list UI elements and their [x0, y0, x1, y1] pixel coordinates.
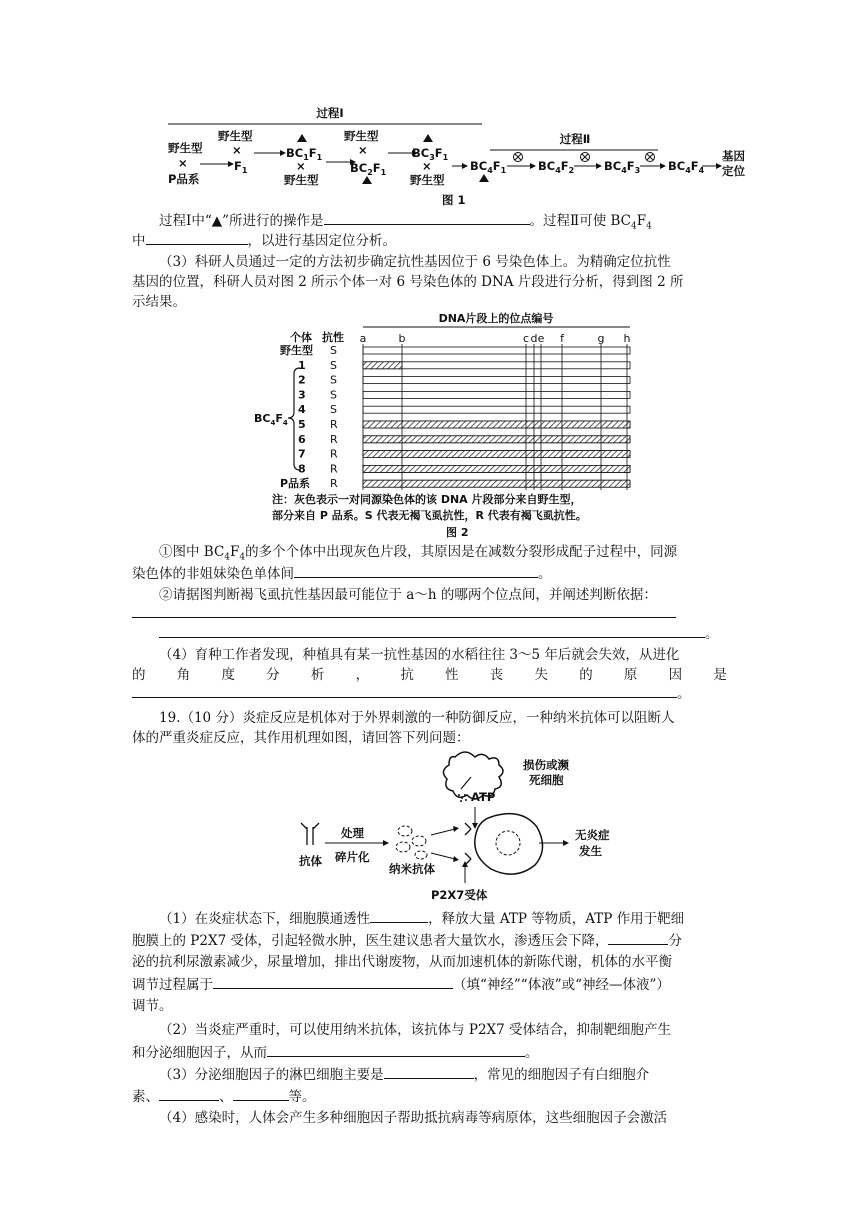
row-resistance: R — [330, 447, 338, 461]
q19-1-line1: （1）在炎症状态下，细胞膜通透性 ，释放大量 ATP 等物质，ATP 作用于靶细 — [132, 908, 754, 929]
bc4f4-group-label: $BC_4F_4$ — [254, 412, 288, 427]
row-individual: 5 — [298, 418, 306, 431]
triangle-icon — [423, 134, 433, 142]
q19-1-line2: 胞膜上的 P2X7 受体，引起轻微水肿，医生建议患者大量饮水，渗透压会下降， 分 — [132, 930, 727, 951]
q19-1-line3: 泌的抗利尿激素减少，尿量增加，排出代谢废物，从而加速机体的新陈代谢，机体的水平衡 — [132, 954, 672, 970]
answer-blank[interactable] — [132, 683, 677, 698]
selfing-arrow — [507, 153, 536, 170]
fragment-label: 碎片化 — [335, 850, 370, 864]
q19-2-line1: （2）当炎症严重时，可以使用纳米抗体，该抗体与 P2X7 受体结合，抑制靶细胞产生 — [159, 1022, 672, 1038]
row-resistance: R — [330, 432, 338, 446]
site-label: b — [398, 332, 406, 345]
site-label: d — [530, 332, 538, 345]
hatched-segment — [363, 362, 402, 369]
q19-1-line4: 调节过程属于 （填“神经”“体液”或“神经—体液”） — [132, 974, 727, 995]
cross-symbol: × — [358, 143, 368, 157]
cross-symbol: × — [178, 156, 188, 170]
figure-3 — [295, 743, 635, 905]
site-label: f — [560, 332, 564, 345]
figure-2-note: 部分来自 P 品系。S 代表无褐飞虱抗性，R 代表有褐飞虱抗性。 — [272, 509, 587, 522]
row-resistance: S — [330, 373, 337, 387]
dna-segment-bar — [363, 362, 630, 369]
q3-sub2-text: ②请据图判断褐飞虱抗性基因最可能位于 a～h 的哪两个位点间，并阐述判断依据： — [159, 587, 657, 603]
spread-char: 失 — [534, 667, 548, 683]
q3-sub1-line2: 染色体的非姐妹染色单体间 。 — [132, 563, 727, 584]
row-resistance: S — [330, 358, 337, 372]
wild-type-label: 野生型 — [168, 141, 203, 155]
spread-char: 析 — [310, 667, 325, 683]
triangle-icon — [479, 174, 489, 182]
figure-1 — [160, 100, 745, 210]
p-line-label: P品系 — [168, 172, 200, 186]
spread-char: 度 — [221, 667, 235, 683]
dna-segment-bar — [363, 347, 630, 354]
site-label: e — [537, 332, 545, 345]
row-individual: 4 — [298, 403, 306, 417]
spread-char: 角 — [176, 667, 191, 683]
spread-char: 的 — [132, 667, 146, 683]
selfing-arrow — [640, 153, 666, 170]
row-individual: 8 — [298, 462, 306, 476]
bc1f1-label: $BC_1F_1$ — [286, 146, 323, 162]
row-resistance: R — [330, 418, 338, 431]
row-resistance: S — [330, 388, 337, 402]
antibody-label: 抗体 — [299, 854, 322, 868]
triangle-icon — [297, 134, 307, 142]
wild-type-label: 野生型 — [218, 129, 253, 143]
row-individual: 7 — [298, 447, 306, 461]
row-individual: 3 — [298, 388, 306, 402]
answer-line-row: 。 — [132, 683, 727, 704]
hatched-segment — [363, 480, 630, 487]
spread-char: ， — [355, 667, 370, 683]
answer-blank[interactable] — [267, 1042, 525, 1057]
wild-type-label: 野生型 — [284, 173, 319, 187]
answer-blank[interactable] — [132, 603, 676, 618]
site-label: c — [522, 332, 530, 345]
spread-char: 的 — [579, 667, 593, 683]
answer-blank[interactable] — [294, 563, 538, 578]
bc2f1-label: $BC_2F_1$ — [350, 161, 387, 177]
question-4-text: （4）育种工作者发现，种植具有某一抗性基因的水稻往往 3～5 年后就会失效，从进化 — [159, 647, 680, 663]
row-individual: 2 — [298, 373, 306, 387]
question-4-spread-line — [132, 665, 727, 685]
row-resistance: S — [330, 403, 337, 417]
q19-3-line1: （3）分泌细胞因子的淋巴细胞主要是 ，常见的细胞因子有白细胞介 — [132, 1064, 754, 1085]
bc4f4-group-bracket — [254, 368, 300, 470]
process-label: 处理 — [341, 826, 364, 840]
answer-line-row — [132, 603, 727, 624]
q19-2-line2: 和分泌细胞因子，从而 。 — [132, 1042, 727, 1063]
wild-type-label: 野生型 — [344, 129, 379, 143]
spread-char: 因 — [668, 667, 683, 683]
process-1-label: 过程Ⅰ — [316, 106, 344, 120]
dna-segment-bar — [363, 391, 630, 398]
triangle-icon — [362, 176, 372, 184]
process-2-label: 过程Ⅱ — [559, 132, 591, 146]
selfing-arrow — [574, 153, 602, 170]
spread-char: 性 — [445, 667, 459, 683]
figure-1-caption: 图 1 — [442, 193, 466, 207]
bc4f3-label: $BC_4F_3$ — [604, 159, 641, 175]
spread-char: 分 — [266, 667, 280, 683]
spread-char: 是 — [713, 667, 727, 683]
answer-blank[interactable] — [213, 974, 453, 989]
row-resistance: R — [330, 477, 338, 491]
answer-blank[interactable] — [159, 623, 705, 638]
answer-line-row: 。 — [132, 623, 754, 644]
question-19-text: 体的严重炎症反应，其作用机理如图，请回答下列问题： — [132, 730, 470, 746]
q3-sub1-line1: ①图中 $BC_4F_4$的多个个体中出现灰色片段，其原因是在减数分裂形成配子过程中，同源 — [159, 544, 678, 563]
question-3-text: （3）科研人员通过一定的方法初步确定抗性基因位于 6 号染色体上。为精确定位抗性 — [159, 254, 671, 270]
dna-segment-bar — [363, 377, 630, 384]
figure-2-caption: 图 2 — [446, 526, 469, 539]
gene-locate-label: 定位 — [722, 164, 745, 178]
atp-label: ATP — [471, 790, 496, 804]
row-individual: 野生型 — [280, 344, 313, 357]
answer-blank[interactable] — [324, 210, 530, 225]
spread-char: 抗 — [400, 667, 414, 683]
cross-symbol: × — [422, 159, 432, 173]
individual-header: 个体 — [290, 331, 312, 344]
answer-blank[interactable] — [146, 230, 248, 245]
bc3f1-label: $BC_3F_1$ — [412, 146, 449, 162]
row-resistance: S — [330, 344, 337, 357]
site-label: h — [623, 332, 631, 345]
damaged-cell-label: 损伤或濒 — [523, 758, 569, 772]
answer-blank[interactable] — [233, 1086, 289, 1101]
wild-type-label: 野生型 — [410, 173, 445, 187]
f1-label: $F_1$ — [234, 159, 248, 175]
answer-blank[interactable] — [370, 908, 428, 923]
dna-site-header: DNA片段上的位点编号 — [438, 312, 554, 325]
site-label: g — [597, 332, 605, 345]
question-19-text: 19.（10 分）炎症反应是机体对于外界刺激的一种防御反应，一种纳米抗体可以阻断人 — [159, 710, 675, 726]
bc4f2-label: $BC_4F_2$ — [538, 159, 575, 175]
hatched-segment — [363, 451, 630, 458]
no-inflammation-label: 无炎症 — [575, 828, 610, 842]
no-inflammation-label: 发生 — [579, 844, 602, 858]
spread-char: 丧 — [489, 667, 504, 683]
gene-locate-label: 基因 — [722, 149, 745, 163]
answer-blank[interactable] — [159, 1086, 219, 1101]
question-triangle-line1: 过程Ⅰ中“▲”所进行的操作是 。过程Ⅱ可使 $BC_4F_4$ — [132, 210, 754, 237]
bc4f4-label: $BC_4F_4$ — [668, 159, 705, 175]
figure-2 — [250, 308, 650, 540]
row-individual: 1 — [298, 358, 306, 372]
antibody-icon — [301, 823, 319, 845]
cross-symbol: × — [296, 159, 306, 173]
question-3-text: 基因的位置，科研人员对图 2 所示个体一对 6 号染色体的 DNA 片段进行分析，得到图 2 所 — [132, 274, 684, 290]
hatched-segment — [363, 421, 630, 428]
question-3-text: 示结果。 — [132, 294, 186, 310]
row-resistance: R — [330, 462, 338, 476]
nano-antibody-icon — [396, 826, 427, 859]
p2x7-receptor-icon — [465, 823, 471, 865]
dna-segment-bar — [363, 406, 630, 413]
q19-3-line2: 素、 、 等。 — [132, 1086, 727, 1107]
answer-blank[interactable] — [384, 1064, 474, 1079]
nano-antibody-label: 纳米抗体 — [389, 862, 435, 876]
hatched-segment — [363, 436, 630, 443]
hatched-segment — [363, 465, 630, 472]
p2x7-receptor-label: P2X7受体 — [431, 888, 488, 902]
question-triangle-line2: 中 ，以进行基因定位分析。 — [132, 230, 727, 251]
cross-symbol: × — [232, 143, 242, 157]
row-individual: P品系 — [280, 477, 311, 491]
spread-char: 原 — [623, 667, 638, 683]
answer-blank[interactable] — [608, 930, 668, 945]
q19-4-line1: （4）感染时，人体会产生多种细胞因子帮助抵抗病毒等病原体，这些细胞因子会激活 — [159, 1110, 668, 1126]
figure-2-note: 注：灰色表示一对同源染色体的该 DNA 片段部分来自野生型， — [272, 493, 582, 506]
row-individual: 6 — [298, 432, 306, 446]
site-label: a — [359, 332, 367, 345]
damaged-cell-label: 死细胞 — [529, 773, 564, 787]
target-cell-shape — [475, 814, 543, 874]
bc4f1-label: $BC_4F_1$ — [470, 159, 507, 175]
resistance-header: 抗性 — [322, 331, 344, 344]
q19-1-line5: 调节。 — [132, 998, 173, 1014]
